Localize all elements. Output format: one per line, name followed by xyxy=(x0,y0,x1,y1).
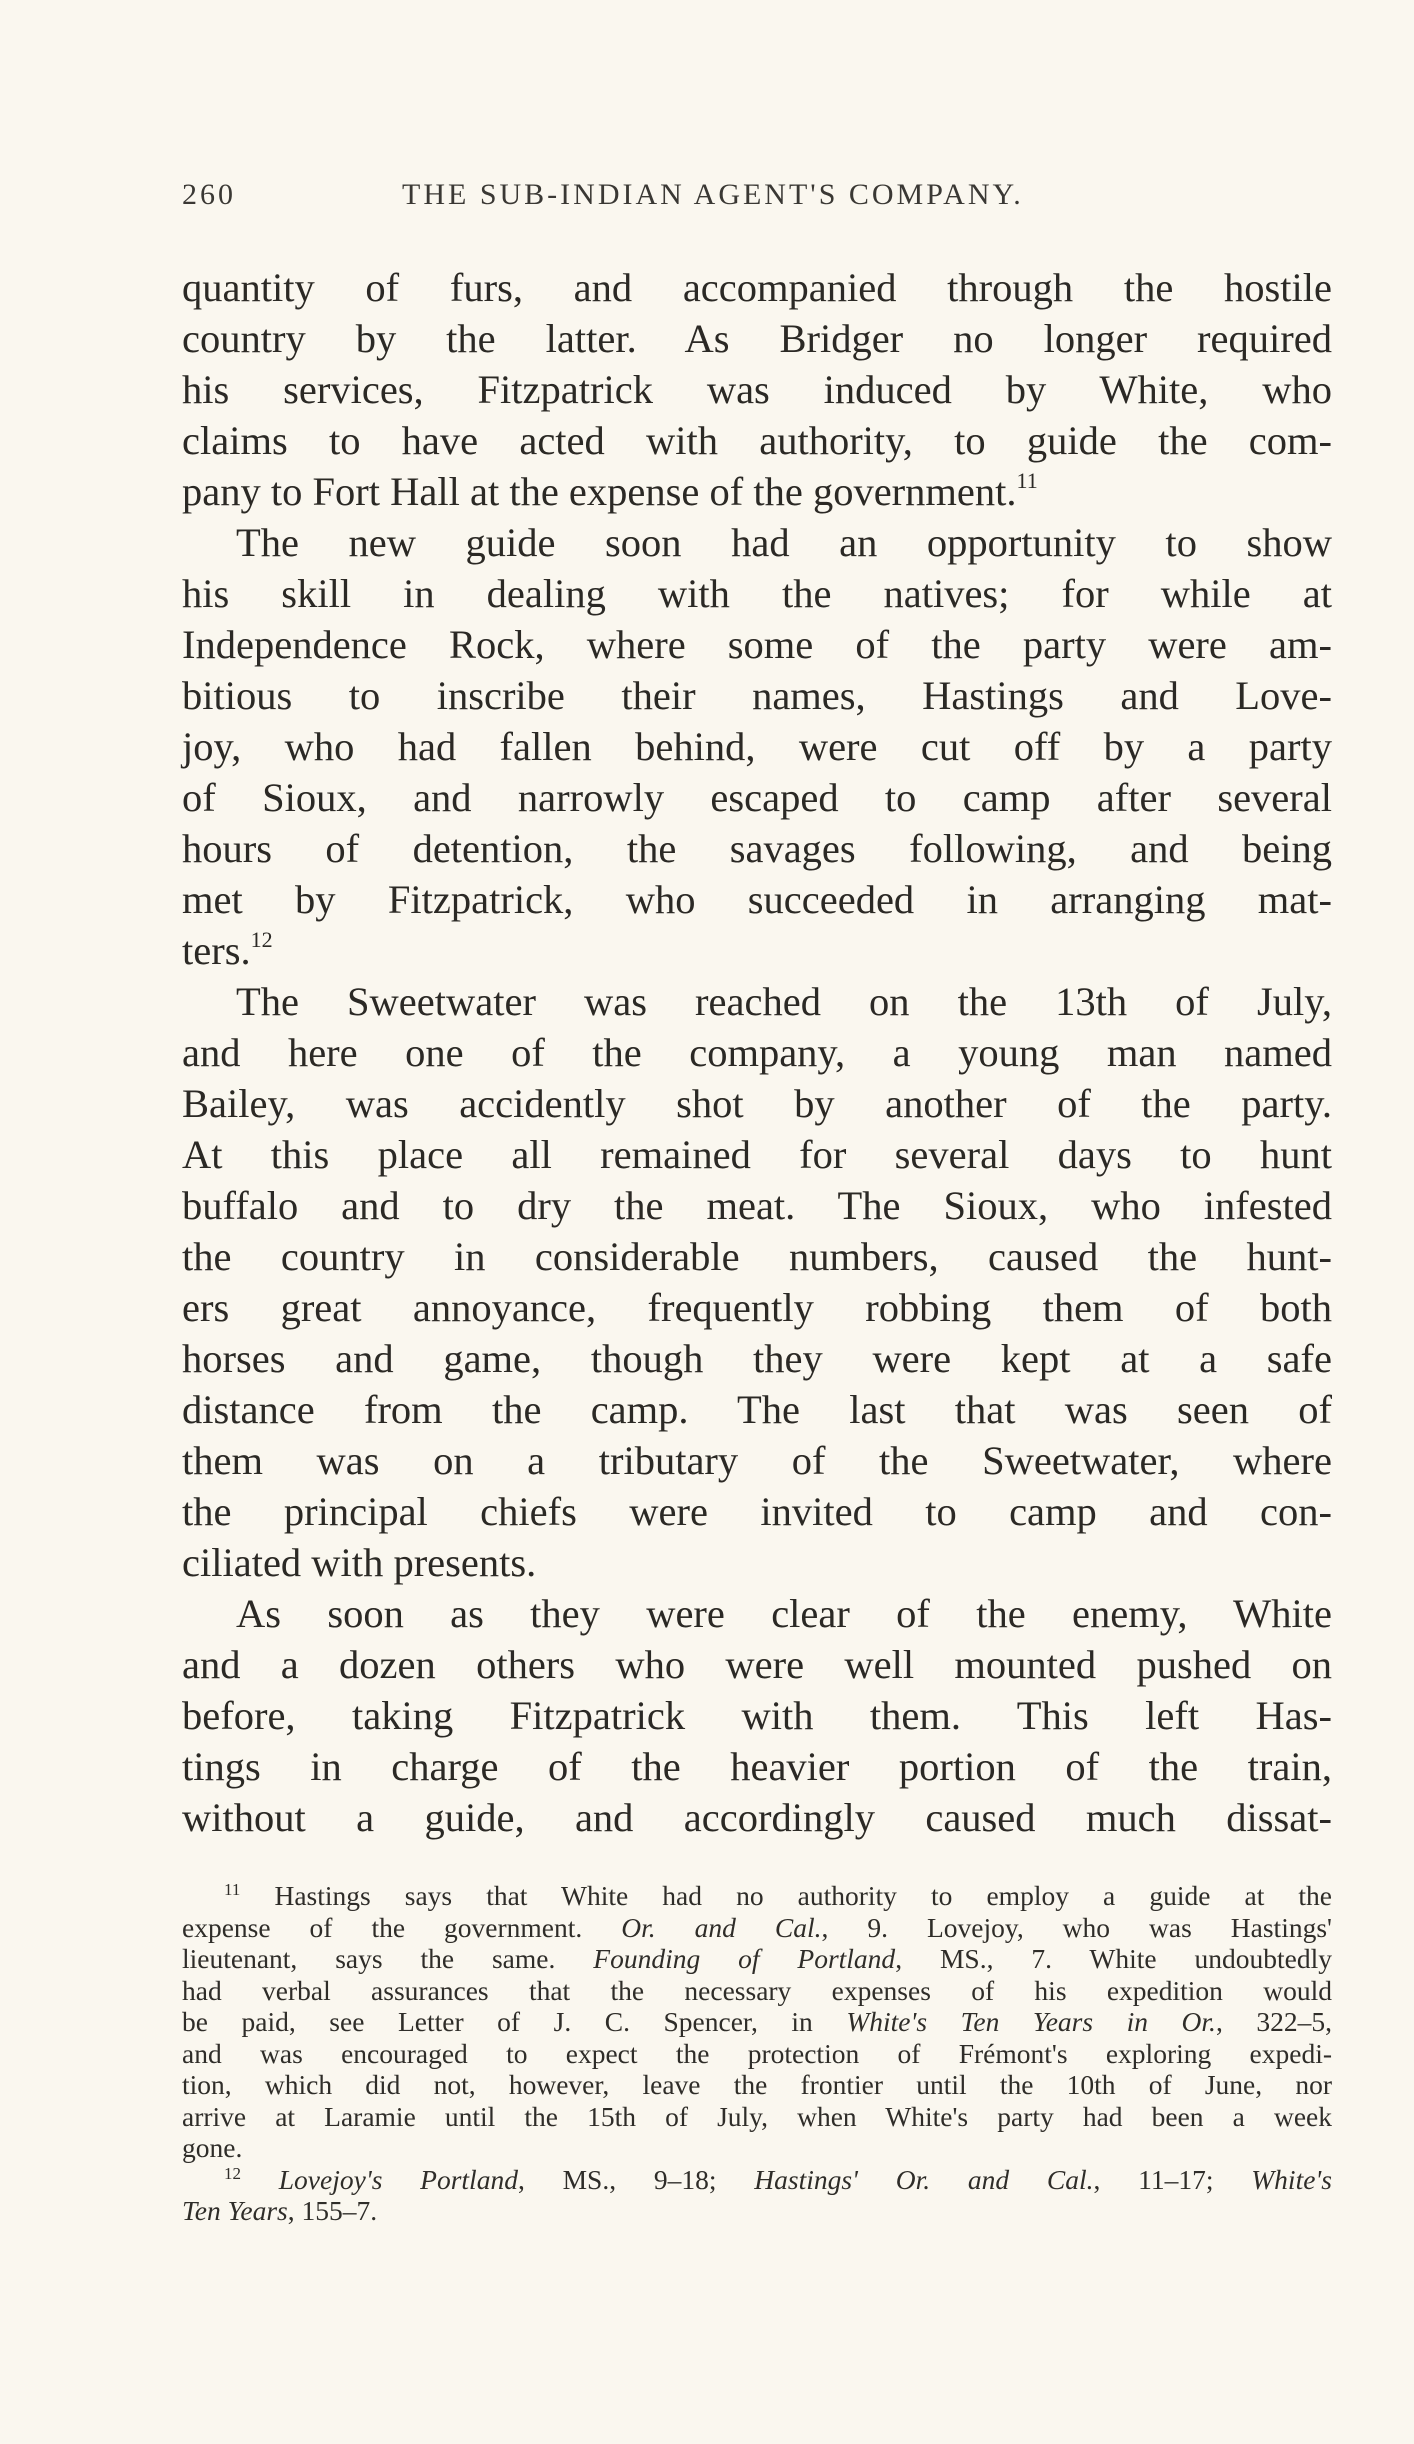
text-line: horses and game, though they were kept at a safe xyxy=(182,1336,1332,1381)
text-line: Independence Rock, where some of the party were am- xyxy=(182,622,1332,667)
text-line: ters.$^{12}$ xyxy=(182,927,273,973)
footnote-line: be paid, see Letter of J. C. Spencer, in White's Ten Years in Or., 322–5, xyxy=(182,2006,1332,2037)
text-line: tings in charge of the heavier portion of the train, xyxy=(182,1744,1332,1789)
footnote-line: had verbal assurances that the necessary expenses of his expedition would xyxy=(182,1974,1332,2006)
footnote-line: arrive at Laramie until the 15th of July, when White's party had been a week xyxy=(182,2100,1332,2132)
footnote-12 xyxy=(182,2164,1332,2227)
footnote-ref-11: 11 xyxy=(1016,468,1038,493)
text-line: his services, Fitzpatrick was induced by White, who xyxy=(182,367,1332,412)
page-number: 260 xyxy=(182,178,236,211)
text-line: At this place all remained for several days to hunt xyxy=(182,1132,1332,1177)
footnote-mark: 12 xyxy=(224,2163,241,2183)
text-line: The Sweetwater was reached on the 13th of July, xyxy=(236,979,1332,1024)
text-line: hours of detention, the savages following, and being xyxy=(182,826,1332,871)
footnotes xyxy=(182,1880,1332,2227)
text-line: the country in considerable numbers, caused the hunt- xyxy=(182,1234,1332,1279)
footnote-ref-12: 12 xyxy=(250,927,273,952)
text-line: bitious to inscribe their names, Hastings and Love- xyxy=(182,673,1332,718)
footnote-mark: 11 xyxy=(224,1880,241,1899)
footnote-line: tion, which did not, however, leave the frontier until the 10th of June, nor xyxy=(182,2069,1332,2100)
footnote-line: $^{12}$ Lovejoy's Portland, MS., 9–18; Hastings' Or. and Cal., 11–17; White's xyxy=(224,2163,1332,2195)
text-line: Bailey, was accidently shot by another of the party. xyxy=(182,1081,1332,1126)
text-line: country by the latter. As Bridger no longer required xyxy=(182,316,1332,361)
text-line: buffalo and to dry the meat. The Sioux, who infested xyxy=(182,1183,1332,1228)
text-line: his skill in dealing with the natives; for while at xyxy=(182,571,1332,616)
text-line: distance from the camp. The last that was seen of xyxy=(182,1387,1332,1432)
text-line: joy, who had fallen behind, were cut off by a party xyxy=(182,724,1332,769)
text-line: ers great annoyance, frequently robbing them of both xyxy=(182,1285,1332,1330)
text-line: without a guide, and accordingly caused much dissat- xyxy=(182,1795,1332,1840)
text-line: pany to Fort Hall at the expense of the government.$^{11}$ xyxy=(182,468,1038,514)
text-line: and a dozen others who were well mounted pushed on xyxy=(182,1642,1332,1687)
text-line: As soon as they were clear of the enemy, White xyxy=(236,1591,1332,1636)
text-line: of Sioux, and narrowly escaped to camp after several xyxy=(182,775,1332,820)
footnote-line: expense of the government. Or. and Cal., 9. Lovejoy, who was Hastings' xyxy=(182,1911,1332,1943)
text-line: met by Fitzpatrick, who succeeded in arranging mat- xyxy=(182,877,1332,922)
text-line: the principal chiefs were invited to camp and con- xyxy=(182,1489,1332,1534)
text-line: and here one of the company, a young man named xyxy=(182,1030,1332,1075)
footnote-line: gone. xyxy=(182,2132,243,2163)
text-line: claims to have acted with authority, to guide the com- xyxy=(182,418,1332,463)
running-head: THE SUB-INDIAN AGENT'S COMPANY. xyxy=(402,178,1024,211)
footnote-line: $^{11}$ Hastings says that White had no authority to employ a guide at the xyxy=(224,1880,1333,1911)
text-line: ciliated with presents. xyxy=(182,1540,537,1585)
footnote-line: Ten Years, 155–7. xyxy=(182,2195,378,2226)
footnote-11 xyxy=(182,1880,1332,2164)
page-header xyxy=(182,178,1242,226)
text-line: them was on a tributary of the Sweetwater, where xyxy=(182,1438,1332,1483)
footnote-line: and was encouraged to expect the protection of Frémont's exploring expedi- xyxy=(182,2037,1332,2069)
body-text xyxy=(182,262,1332,1843)
text-line: The new guide soon had an opportunity to show xyxy=(236,520,1332,565)
footnote-line: lieutenant, says the same. Founding of Portland, MS., 7. White undoubtedly xyxy=(182,1943,1332,1974)
text-line: before, taking Fitzpatrick with them. This left Has- xyxy=(182,1693,1332,1738)
text-line: quantity of furs, and accompanied through the hostile xyxy=(182,265,1332,310)
